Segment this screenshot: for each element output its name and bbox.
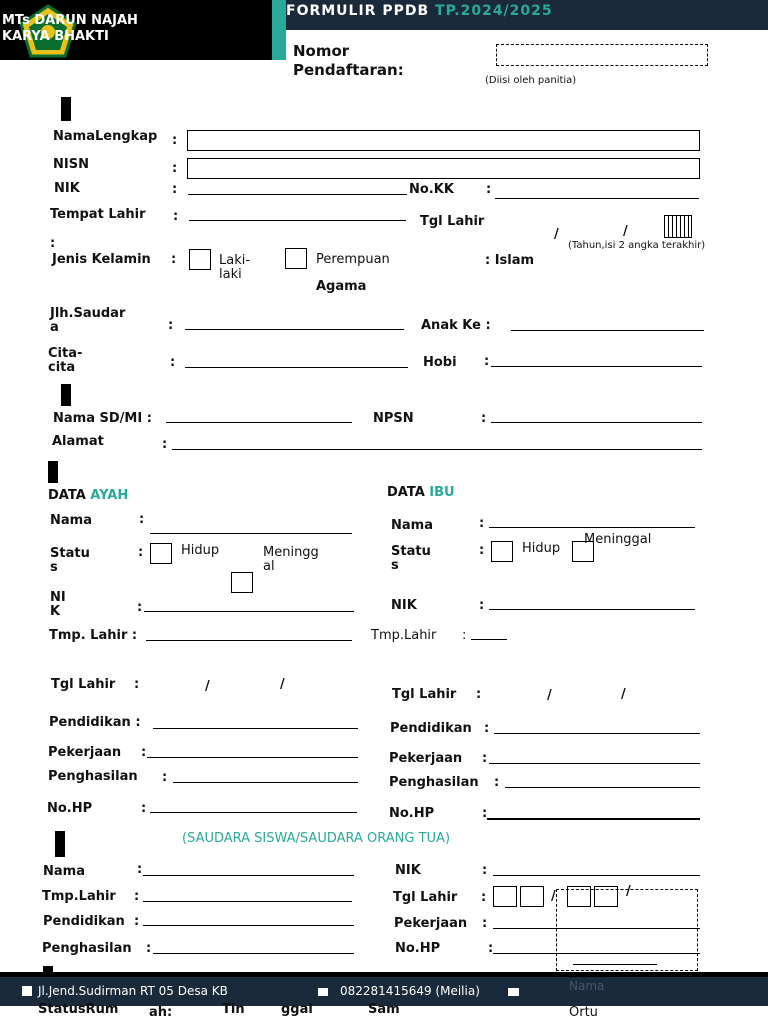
wali-nama-label: Nama <box>43 864 85 879</box>
ayah-hidup-checkbox[interactable] <box>150 543 172 564</box>
ibu-heading <box>387 485 455 500</box>
cita-cita-field[interactable] <box>185 367 408 368</box>
nik-label: NIK <box>54 181 80 196</box>
colon: : <box>481 890 487 905</box>
ayah-nohp-field[interactable] <box>150 812 357 813</box>
ayah-meninggal-checkbox[interactable] <box>231 572 253 593</box>
ayah-hidup-label: Hidup <box>181 543 220 558</box>
wali-nohp-label: No.HP <box>395 941 441 956</box>
ibu-nohp-label: No.HP <box>389 806 435 821</box>
year-digit-boxes[interactable] <box>664 215 692 238</box>
colon: : <box>488 941 494 956</box>
colon: : <box>172 161 178 176</box>
ayah-pendidikan-field[interactable] <box>153 728 358 729</box>
date-separator: / <box>551 889 556 904</box>
date-separator: / <box>205 679 210 694</box>
reg-number-note: (Diisi oleh panitia) <box>485 75 577 86</box>
jlh-saudara-label-2: a <box>50 320 59 335</box>
nisn-label: NISN <box>53 157 89 172</box>
status-rumah-ah: ah: <box>149 1005 173 1020</box>
footer-address: Jl.Jend.Sudirman RT 05 Desa KB <box>38 984 228 998</box>
ibu-meninggal-label: Meninggal <box>584 532 652 547</box>
reg-number-label-1: Nomor <box>293 42 350 60</box>
colon: : <box>482 751 488 766</box>
laki-laki-label-2: laki <box>219 267 242 282</box>
section-marker-student <box>61 97 71 121</box>
anak-ke-label: Anak Ke : <box>421 318 491 333</box>
ibu-nama-field[interactable] <box>489 527 695 528</box>
wali-tgl-box-2[interactable] <box>520 886 544 907</box>
npsn-field[interactable] <box>491 422 702 423</box>
hobi-label: Hobi <box>423 355 457 370</box>
ibu-tmp-lahir-label: Tmp.Lahir <box>371 628 437 643</box>
colon: : <box>134 677 140 692</box>
address-icon <box>22 986 32 996</box>
reg-number-label-2: Pendaftaran: <box>293 61 404 79</box>
ayah-pekerjaan-field[interactable] <box>147 757 358 758</box>
nisn-field[interactable] <box>187 158 700 179</box>
wali-tgl-lahir-label: Tgl Lahir <box>393 890 458 905</box>
colon: : <box>479 516 485 531</box>
ibu-nik-field[interactable] <box>489 609 695 610</box>
colon: : <box>484 354 490 369</box>
ayah-tgl-lahir-label: Tgl Lahir <box>51 677 116 692</box>
photo-placeholder-box <box>556 889 698 971</box>
laki-laki-label-1: Laki- <box>219 253 251 268</box>
phone-icon <box>318 988 328 996</box>
ibu-nik-label: NIK <box>391 598 417 613</box>
colon: : <box>141 801 147 816</box>
tgl-note: (Tahun,isi 2 angka terakhir) <box>568 240 706 251</box>
colon: : <box>494 775 500 790</box>
ibu-pendidikan-field[interactable] <box>494 733 700 734</box>
nama-lengkap-field[interactable] <box>187 130 700 151</box>
date-separator: / <box>621 687 626 702</box>
nik-field[interactable] <box>188 194 407 195</box>
ayah-nik-label-1: NI <box>50 590 66 605</box>
colon: : <box>138 545 144 560</box>
colon: : <box>481 411 487 426</box>
ibu-tmp-lahir-field[interactable] <box>471 639 507 640</box>
status-rumah-sam: Sam <box>368 1002 400 1017</box>
wali-pekerjaan-label: Pekerjaan <box>394 916 468 931</box>
colon: : <box>172 133 178 148</box>
colon: : <box>162 770 168 785</box>
ayah-heading-accent: AYAH <box>90 488 129 503</box>
ibu-pendidikan-label: Pendidikan <box>390 721 472 736</box>
alamat-field[interactable] <box>172 449 702 450</box>
laki-laki-checkbox[interactable] <box>189 249 211 270</box>
wali-heading: (SAUDARA SISWA/SAUDARA ORANG TUA) <box>182 831 451 846</box>
wali-pendidikan-field[interactable] <box>143 925 354 926</box>
status-rumah-ortu: Ortu <box>569 1005 598 1020</box>
ibu-hidup-checkbox[interactable] <box>491 541 513 562</box>
tempat-lahir-label: Tempat Lahir <box>50 207 146 222</box>
date-separator: / <box>554 227 559 242</box>
ayah-nik-label-2: K <box>50 604 61 619</box>
ayah-nohp-label: No.HP <box>47 801 93 816</box>
anak-ke-field[interactable] <box>511 330 704 331</box>
ayah-tmp-lahir-field[interactable] <box>146 640 352 641</box>
header-divider <box>272 0 286 60</box>
ibu-status-label-1: Statu <box>391 544 431 559</box>
colon: : <box>484 721 490 736</box>
jlh-saudara-label-1: Jlh.Saudar <box>50 306 126 321</box>
ibu-tgl-lahir-label: Tgl Lahir <box>392 687 457 702</box>
ibu-pekerjaan-label: Pekerjaan <box>389 751 463 766</box>
status-rumah-ggal: ggal <box>281 1002 313 1017</box>
colon: : <box>168 318 174 333</box>
colon: : <box>171 252 177 267</box>
ayah-tmp-lahir-label: Tmp. Lahir : <box>49 628 138 643</box>
colon: : <box>482 863 488 878</box>
colon: : <box>146 941 152 956</box>
npsn-label: NPSN <box>373 411 414 426</box>
colon: : <box>172 182 178 197</box>
reg-number-field[interactable] <box>496 44 708 66</box>
footer-nama-faint: Nama <box>569 979 605 993</box>
colon: : <box>173 209 179 224</box>
nama-lengkap-label: NamaLengkap <box>53 129 158 144</box>
footer-phone: 082281415649 (Meilia) <box>340 984 480 998</box>
perempuan-label: Perempuan <box>316 252 390 267</box>
ayah-meninggal-label-2: al <box>263 559 275 574</box>
jenis-kelamin-label: Jenis Kelamin <box>52 252 151 267</box>
wali-penghasilan-label: Penghasilan <box>42 941 132 956</box>
cita-cita-label-2: cita <box>48 360 76 375</box>
ibu-penghasilan-field[interactable] <box>505 787 700 788</box>
colon: : <box>141 745 147 760</box>
ibu-status-label-2: s <box>391 558 399 573</box>
nama-sd-field[interactable] <box>166 422 352 423</box>
wali-nik-label: NIK <box>395 863 421 878</box>
date-separator: / <box>623 224 628 239</box>
colon: : <box>137 600 143 615</box>
ibu-penghasilan-label: Penghasilan <box>389 775 479 790</box>
ayah-meninggal-label-1: Meningg <box>263 545 319 560</box>
agama-value: : Islam <box>485 253 535 268</box>
wali-nama-field[interactable] <box>143 875 354 876</box>
mail-icon <box>508 988 519 996</box>
section-marker-school <box>61 384 71 406</box>
ayah-status-label-1: Statu <box>50 546 90 561</box>
status-rumah-label: StatusRum <box>38 1002 119 1017</box>
ibu-heading-accent: IBU <box>429 485 455 500</box>
colon: : <box>134 889 140 904</box>
ibu-hidup-label: Hidup <box>522 541 561 556</box>
colon: : <box>479 598 485 613</box>
ayah-nik-field[interactable] <box>144 611 354 612</box>
alamat-label: Alamat <box>52 434 104 449</box>
perempuan-checkbox[interactable] <box>285 248 307 269</box>
wali-pendidikan-label: Pendidikan <box>43 914 125 929</box>
colon: : <box>479 543 485 558</box>
ibu-nohp-field[interactable] <box>487 818 700 820</box>
no-kk-field[interactable] <box>495 198 699 199</box>
wali-pekerjaan-field[interactable] <box>493 928 700 929</box>
ayah-status-label-2: s <box>50 560 58 575</box>
status-rumah-tin: Tin <box>222 1002 245 1017</box>
colon: : <box>50 236 56 251</box>
nama-sd-label: Nama SD/MI : <box>53 411 152 426</box>
colon: : <box>134 914 140 929</box>
ayah-heading <box>48 488 128 503</box>
no-kk-label: No.KK <box>409 182 454 197</box>
colon: : <box>482 916 488 931</box>
colon: : <box>486 182 492 197</box>
agama-label: Agama <box>316 279 367 294</box>
tempat-lahir-field[interactable] <box>189 220 406 221</box>
hobi-field[interactable] <box>491 366 702 367</box>
cita-cita-label-1: Cita- <box>48 346 83 361</box>
colon: : <box>476 687 482 702</box>
date-separator: / <box>280 677 285 692</box>
ayah-heading-text: DATA <box>48 488 86 503</box>
colon: : <box>170 355 176 370</box>
colon: : <box>462 628 467 643</box>
wali-nohp-field[interactable] <box>493 953 700 954</box>
ibu-nama-label: Nama <box>391 518 433 533</box>
ibu-heading-text: DATA <box>387 485 425 500</box>
ayah-nama-field[interactable] <box>150 533 352 534</box>
wali-penghasilan-field[interactable] <box>153 953 354 954</box>
form-title-text: FORMULIR PPDB <box>286 3 430 19</box>
ayah-pekerjaan-label: Pekerjaan <box>48 745 122 760</box>
tgl-lahir-label: Tgl Lahir <box>420 214 485 229</box>
wali-tmp-lahir-field[interactable] <box>143 901 352 902</box>
photo-signature-line <box>573 964 657 965</box>
section-marker-wali <box>55 831 65 857</box>
section-marker-parents <box>48 461 58 483</box>
colon: : <box>137 862 143 877</box>
date-separator: / <box>626 884 631 899</box>
school-name-line2: KARYA BHAKTI <box>2 29 109 44</box>
form-year: TP.2024/2025 <box>435 3 553 19</box>
wali-tgl-box-1[interactable] <box>493 886 517 907</box>
colon: : <box>482 806 488 821</box>
ayah-pendidikan-label: Pendidikan : <box>49 715 141 730</box>
colon: : <box>162 437 168 452</box>
jlh-saudara-field[interactable] <box>185 329 404 330</box>
colon: : <box>139 512 145 527</box>
wali-tmp-lahir-label: Tmp.Lahir <box>42 889 116 904</box>
ayah-penghasilan-field[interactable] <box>173 782 358 783</box>
date-separator: / <box>547 688 552 703</box>
school-name-line1: MTs DARUN NAJAH <box>2 13 138 28</box>
ayah-penghasilan-label: Penghasilan <box>48 769 138 784</box>
ayah-nama-label: Nama <box>50 513 92 528</box>
wali-nik-field[interactable] <box>493 875 700 876</box>
form-title <box>286 3 553 19</box>
ibu-pekerjaan-field[interactable] <box>489 763 700 764</box>
